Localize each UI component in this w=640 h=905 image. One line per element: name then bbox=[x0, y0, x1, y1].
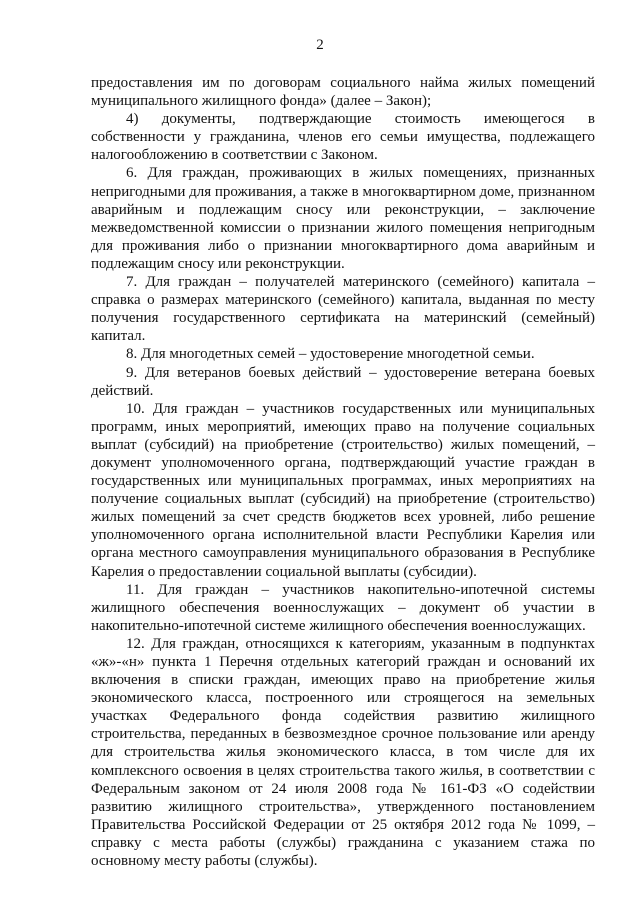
paragraph-item-6: 6. Для граждан, проживающих в жилых помещениях, признанных непригодными для проживания, а также в многоквартирном доме, признанном аварийным и подлежащим сносу или реконструкции, – заключение межведомственной комиссии о признании жилого помещения непригодным для проживания либо о признании многоквартирного дома аварийным и подлежащим сносу или реконструкции. bbox=[91, 165, 595, 272]
paragraph-item-7: 7. Для граждан – получателей материнского (семейного) капитала – справка о размерах материнского (семейного) капитала, выданная по месту получения государственного сертификата на материнский (семейный) капитал. bbox=[91, 274, 595, 345]
paragraph-item-10: 10. Для граждан – участников государственных или муниципальных программ, иных мероприятий, имеющих право на получение социальных выплат (субсидий) на приобретение (строительство) жилых помещений, – документ уполномоченного органа, подтверждающий участие граждан в государственных или муниципальных программах, иных мероприятиях на получение социальных выплат (субсидий) на приобретение (строительство) жилых помещений за счет средств бюджетов всех уровней, либо решение уполномоченного органа исполнительной власти Республики Карелия или органа местного самоуправления муниципального образования в Республике Карелия о предоставлении социальной выплаты (субсидии). bbox=[91, 400, 595, 580]
paragraph-item-12: 12. Для граждан, относящихся к категориям, указанным в подпунктах «ж»-«н» пункта 1 Перечня отдельных категорий граждан и оснований их включения в списки граждан, имеющих право на приобретение жилья экономического класса, построенного или строящегося на земельных участках Федерального фонда содействия развитию жилищного строительства, переданных в безвозмездное срочное пользование или аренду для строительства жилья экономического класса, в том числе для их комплексного освоения в целях строительства такого жилья, в соответствии с Федеральным законом от 24 июля 2008 года № 161-ФЗ «О содействии развитию жилищного строительства», утвержденного постановлением Правительства Российской Федерации от 25 октября 2012 года № 1099, – справку с места работы (службы) гражданина с указанием стажа по основному месту работы (службы). bbox=[91, 635, 595, 870]
paragraph-item-4: 4) документы, подтверждающие стоимость имеющегося в собственности у гражданина, членов его семьи имущества, подлежащего налогообложению в соответствии с Законом. bbox=[91, 111, 595, 164]
paragraph-item-11: 11. Для граждан – участников накопительно-ипотечной системы жилищного обеспечения военнослужащих – документ об участии в накопительно-ипотечной системе жилищного обеспечения военнослужащих. bbox=[91, 581, 595, 634]
page-number: 2 bbox=[316, 37, 324, 53]
paragraph-item-8: 8. Для многодетных семей – удостоверение многодетной семьи. bbox=[126, 346, 535, 363]
paragraph-item-9: 9. Для ветеранов боевых действий – удостоверение ветерана боевых действий. bbox=[91, 364, 595, 399]
document-body bbox=[91, 74, 595, 870]
paragraph-continuation: предоставления им по договорам социального найма жилых помещений муниципального жилищного фонда» (далее – Закон); bbox=[91, 75, 595, 110]
